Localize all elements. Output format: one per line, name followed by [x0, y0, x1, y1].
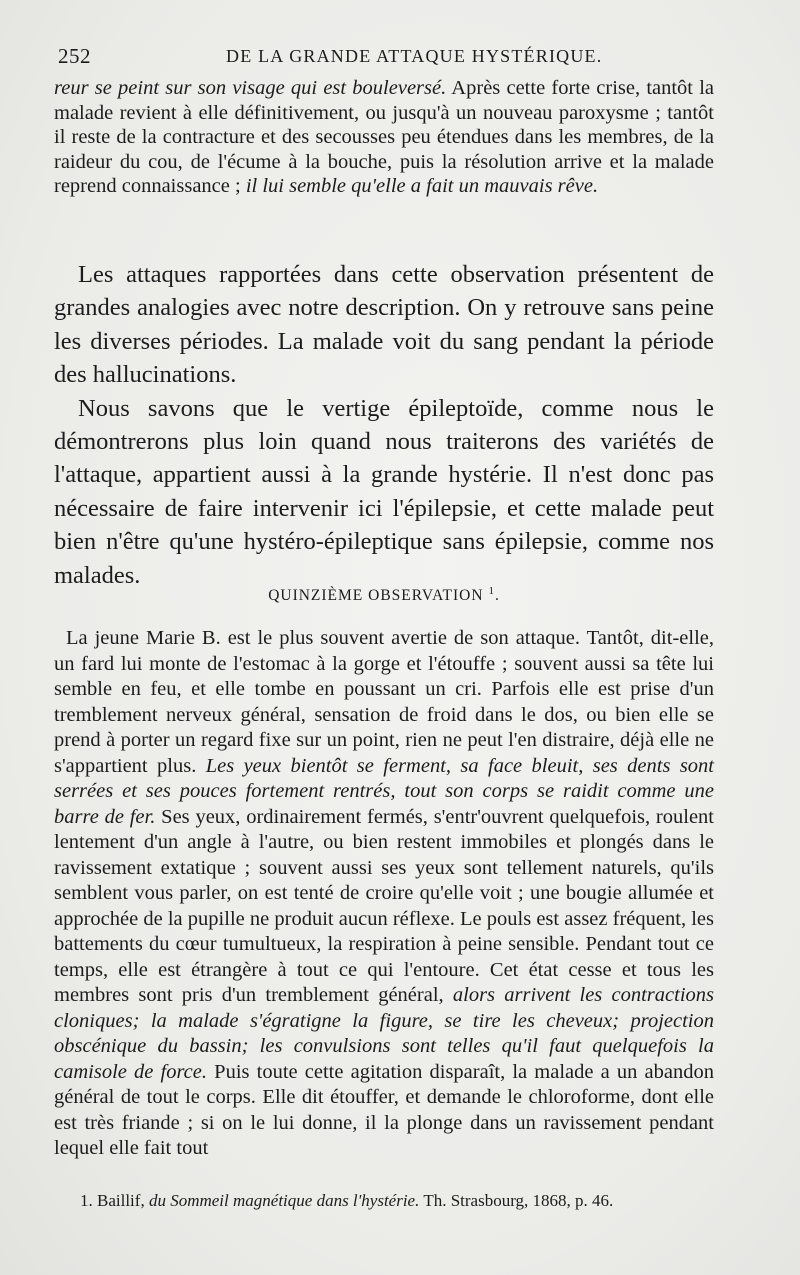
observation-paragraph: [54, 626, 714, 1162]
footnote: [80, 1190, 720, 1212]
quote-text: Après cette forte crise, tantôt la malade revient à elle définitivement, ou jusqu'à un nouveau paroxysme ; tantôt il reste de la contracture et des secousses peu étendues dans les membres, de la raideur du cou, de l'écume à la bouche, puis la résolution arrive et la malade reprend connaissance ;: [54, 77, 715, 198]
observation-title-text: QUINZIÈME OBSERVATION: [268, 587, 484, 605]
quote-italic-end: il lui semble qu'elle a fait un mauvais rêve.: [245, 175, 599, 198]
quote-italic-start: reur se peint sur son visage qui est bouleversé.: [54, 77, 447, 99]
footnote-number: 1.: [80, 1191, 93, 1210]
observation-body: [54, 626, 714, 1162]
footnote-citation: Th. Strasbourg, 1868, p. 46.: [423, 1191, 614, 1210]
commentary-paragraph-1: Les attaques rapportées dans cette observation présentent de grandes analogies avec notre description. On y retrouve sans peine les diverses périodes. La malade voit du sang pendant la période des hallucinations.: [54, 261, 714, 389]
footnote-title: du Sommeil magnétique dans l'hystérie.: [148, 1191, 420, 1210]
footnote-author: Baillif,: [97, 1191, 145, 1210]
observation-italic-1: Les yeux bientôt se ferment, sa face bleuit, ses dents sont serrées et ses pouces fortement rentrés, tout son corps se raidit comme une barre de fer.: [54, 754, 714, 828]
observation-text-3: Puis toute cette agitation disparaît, la malade a un abandon général de tout le corps. Elle dit étouffer, et demande le chloroforme, dont elle est très friande ; si on le lui donne, il la plonge dans un ravissement pendant lequel elle fait tout: [54, 1060, 714, 1159]
observation-text-2: Ses yeux, ordinairement fermés, s'entr'ouvrent quelquefois, roulent lentement d'un angle à l'autre, ou bien restent immobiles et plongés dans le ravissement extatique ; souvent aussi ses yeux sont tellement naturels, qu'ils semblent vous parler, on est tenté de croire qu'elle voit ; une bougie allumée et approchée de la pupille ne produit aucun réflexe. Le pouls est assez fréquent, les battements du cœur tumultueux, la respiration à peine sensible. Pendant tout ce temps, elle est étrangère à tout ce qui l'entoure. Cet état cesse et tous les membres sont pris d'un tremblement général,: [54, 805, 714, 1006]
quoted-passage: [54, 76, 714, 199]
page-number: 252: [58, 44, 91, 68]
commentary-paragraph-2: Nous savons que le vertige épileptoïde, comme nous le démontrerons plus loin quand nous traiterons des variétés de l'attaque, appartient aussi à la grande hystérie. Il n'est donc pas nécessaire de faire intervenir ici l'épilepsie, et cette malade peut bien n'être qu'une hystéro-épileptique sans épilepsie, comme nos malades.: [54, 394, 714, 589]
running-title: DE LA GRANDE ATTAQUE HYSTÉRIQUE.: [226, 46, 603, 66]
page-header: [58, 44, 718, 74]
commentary: [54, 258, 714, 592]
observation-italic-2: alors arrivent les contractions cloniques; la malade s'égratigne la figure, se tire les cheveux; projection obscénique du bassin; les convulsions sont telles qu'il faut quelquefois la camisole de force.: [54, 984, 714, 1083]
observation-text-1: La jeune Marie B. est le plus souvent avertie de son attaque. Tantôt, dit-elle, un fard lui monte de l'estomac à la gorge et l'étouffe ; souvent aussi sa tête lui semble en feu, et elle tombe en poussant un cri. Parfois elle est prise d'un tremblement nerveux général, sensation de froid dans le dos, ou bien elle se prend à porter un regard fixe sur un point, rien ne peut l'en distraire, déjà elle ne s'appartient plus.: [54, 627, 714, 777]
footnote-marker: 1: [488, 585, 495, 597]
quoted-paragraph: [54, 76, 714, 199]
observation-title: QUINZIÈME OBSERVATION $^1$.: [268, 585, 500, 605]
